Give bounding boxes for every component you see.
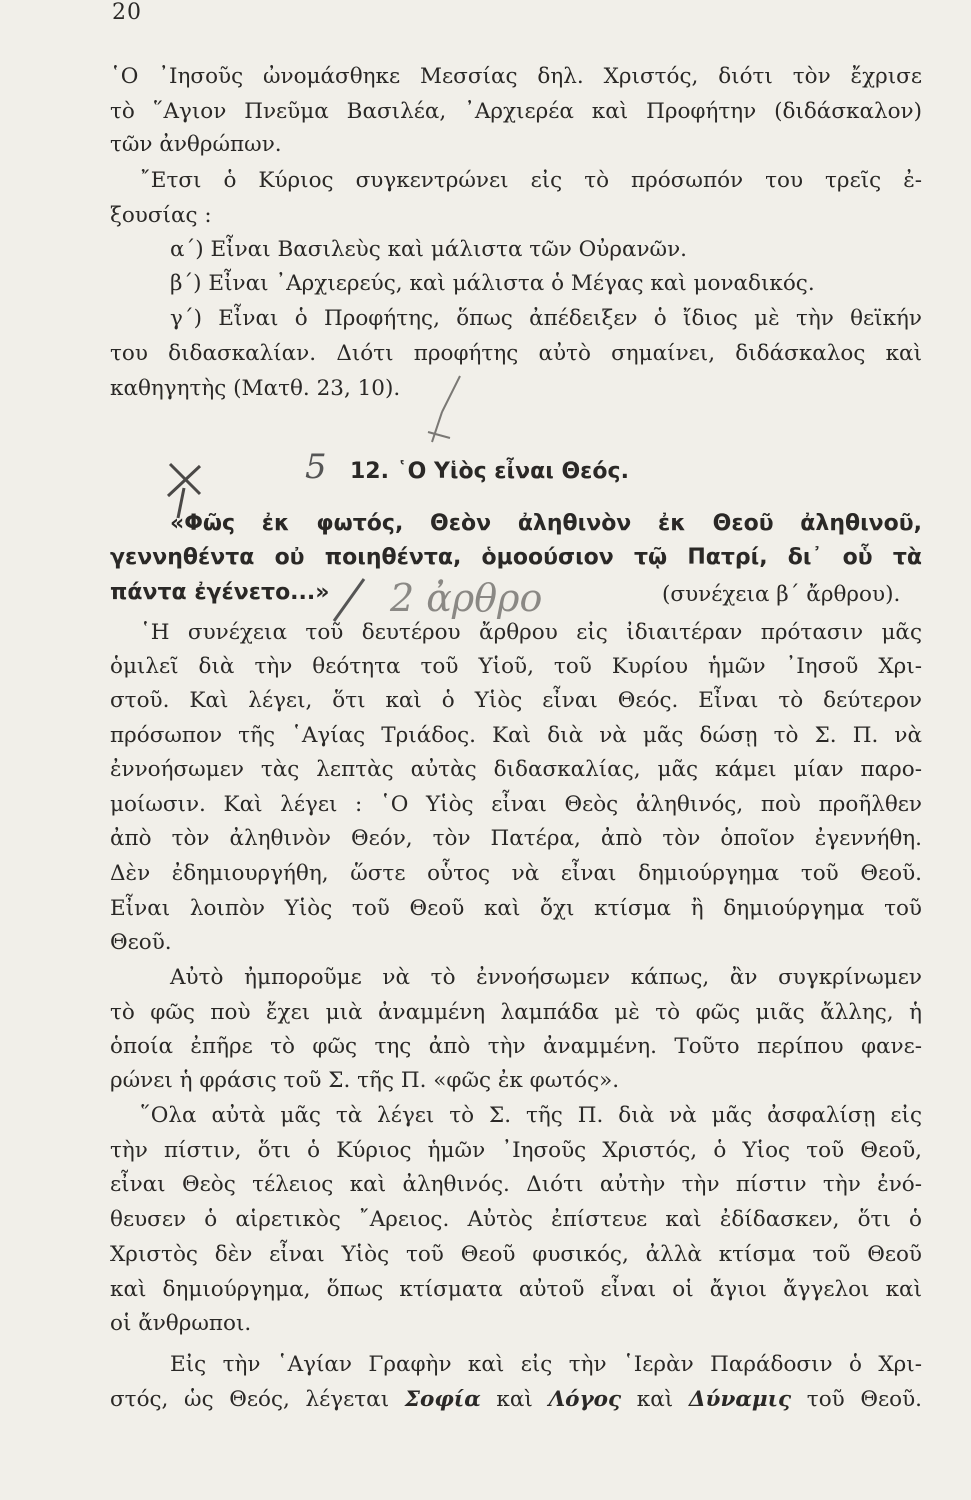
- margin-number: 5: [305, 447, 327, 487]
- text-line: τὸ φῶς ποὺ ἔχει μιὰ ἀναμμένη λαμπάδα μὲ τὸ φῶς μιᾶς ἄλλης, ἡ: [110, 1000, 922, 1025]
- list-item: γ΄) Εἶναι ὁ Προφήτης, ὅπως ἀπέδειξεν ὁ ἴδιος μὲ τὴν θεϊκήν: [170, 306, 922, 331]
- creed-line: γεννηθέντα οὐ ποιηθέντα, ὁμοούσιον τῷ Πατρί, δι᾿ οὗ τὰ: [110, 545, 922, 570]
- emphasis-word: Σοφία: [404, 1387, 481, 1412]
- text-line: θευσεν ὁ αἱρετικὸς ῎Αρειος. Αὐτὸς ἐπίστευε καὶ ἐδίδασκεν, ὅτι ὁ: [110, 1207, 922, 1232]
- text-line: οἱ ἄνθρωποι.: [110, 1311, 252, 1336]
- text-line: καθηγητὴς (Ματθ. 23, 10).: [110, 376, 401, 401]
- list-item: α΄) Εἶναι Βασιλεὺς καὶ μάλιστα τῶν Οὐρανῶν.: [170, 237, 687, 262]
- text-line: Αὐτὸ ἠμποροῦμε νὰ τὸ ἐννοήσωμεν κάπως, ἂν συγκρίνωμεν: [170, 965, 922, 990]
- text-line: Δὲν ἐδημιουργήθη, ὥστε οὗτος νὰ εἶναι δημιούργημα τοῦ Θεοῦ.: [110, 861, 922, 886]
- text-line: ὁποία ἐπῆρε τὸ φῶς της ἀπὸ τὴν ἀναμμένη. Τοῦτο περίπου φανε-: [110, 1034, 922, 1059]
- text-fragment: καὶ: [621, 1387, 689, 1412]
- text-line: ὁμιλεῖ διὰ τὴν θεότητα τοῦ Υἱοῦ, τοῦ Κυρίου ἡμῶν ᾿Ιησοῦ Χρι-: [110, 654, 922, 679]
- section-heading: 12. ῾Ο Υἱὸς εἶναι Θεός.: [350, 459, 629, 484]
- text-line: Θεοῦ.: [110, 930, 172, 955]
- text-line: ῾Ο ᾿Ιησοῦς ὠνομάσθηκε Μεσσίας δηλ. Χριστός, διότι τὸν ἔχρισε: [110, 64, 922, 89]
- check-mark-icon: [420, 372, 470, 444]
- text-line: ῞Ολα αὐτὰ μᾶς τὰ λέγει τὸ Σ. τῆς Π. διὰ νὰ μᾶς ἀσφαλίσῃ εἰς: [140, 1103, 922, 1128]
- text-line: Εἶναι λοιπὸν Υἱὸς τοῦ Θεοῦ καὶ ὄχι κτίσμα ἢ δημιούργημα τοῦ: [110, 896, 922, 921]
- text-fragment: στός, ὡς Θεός, λέγεται: [110, 1387, 405, 1412]
- handwritten-note: 2 ἀρθρο: [390, 576, 543, 620]
- text-line: του διδασκαλίαν. Διότι προφήτης αὐτὸ σημαίνει, διδάσκαλος καὶ: [110, 341, 922, 366]
- text-line: [110, 1389, 922, 1411]
- list-item: β΄) Εἶναι ᾿Αρχιερεύς, καὶ μάλιστα ὁ Μέγας καὶ μοναδικός.: [170, 271, 815, 296]
- text-line: Εἰς τὴν ῾Αγίαν Γραφὴν καὶ εἰς τὴν ῾Ιερὰν Παράδοσιν ὁ Χρι-: [170, 1352, 922, 1377]
- text-line: καὶ δημιούργημα, ὅπως κτίσματα αὐτοῦ εἶναι οἱ ἄγιοι ἄγγελοι καὶ: [110, 1277, 922, 1302]
- text-line: ῎Ετσι ὁ Κύριος συγκεντρώνει εἰς τὸ πρόσωπόν του τρεῖς ἐ-: [140, 168, 922, 193]
- page-number: 20: [112, 0, 142, 25]
- emphasis-word: Δύναμις: [688, 1387, 792, 1412]
- text-line: στοῦ. Καὶ λέγει, ὅτι καὶ ὁ Υἱὸς εἶναι Θεός. Εἶναι τὸ δεύτερον: [110, 688, 922, 713]
- creed-line: πάντα ἐγένετο...»: [110, 580, 330, 605]
- text-line: Χριστὸς δὲν εἶναι Υἱὸς τοῦ Θεοῦ φυσικός, ἀλλὰ κτίσμα τοῦ Θεοῦ: [110, 1242, 922, 1267]
- emphasis-word: Λόγος: [548, 1387, 622, 1412]
- cross-mark-icon: [160, 458, 210, 522]
- text-fragment: τοῦ Θεοῦ.: [791, 1387, 922, 1412]
- text-fragment: καὶ: [480, 1387, 549, 1412]
- creed-reference: (συνέχεια β΄ ἄρθρου).: [662, 582, 901, 607]
- text-line: τῶν ἀνθρώπων.: [110, 132, 282, 157]
- text-line: τὴν πίστιν, ὅτι ὁ Κύριος ἡμῶν ᾿Ιησοῦς Χριστός, ὁ Υἱος τοῦ Θεοῦ,: [110, 1138, 922, 1163]
- text-line: ῾Η συνέχεια τοῦ δευτέρου ἄρθρου εἰς ἰδιαιτέραν πρότασιν μᾶς: [140, 620, 922, 645]
- pen-stroke-icon: [330, 575, 370, 625]
- text-line: εἶναι Θεὸς τέλειος καὶ ἀληθινός. Διότι αὐτὴν τὴν πίστιν τὴν ἐνό-: [110, 1172, 922, 1197]
- text-line: ρώνει ἡ φράσις τοῦ Σ. τῆς Π. «φῶς ἐκ φωτός».: [110, 1068, 620, 1093]
- text-line: μοίωσιν. Καὶ λέγει : ῾Ο Υἱὸς εἶναι Θεὸς ἀληθινός, ποὺ προῆλθεν: [110, 792, 922, 817]
- text-line: ἀπὸ τὸν ἀληθινὸν Θεόν, τὸν Πατέρα, ἀπὸ τὸν ὁποῖον ἐγεννήθη.: [110, 826, 922, 851]
- text-line: ξουσίας :: [110, 203, 212, 228]
- text-line: ἐννοήσωμεν τὰς λεπτὰς αὐτὰς διδασκαλίας, μᾶς κάμει μίαν παρο-: [110, 757, 922, 782]
- creed-line: «Φῶς ἐκ φωτός, Θεὸν ἀληθινὸν ἐκ Θεοῦ ἀληθινοῦ,: [170, 511, 922, 536]
- text-line: πρόσωπον τῆς ῾Αγίας Τριάδος. Καὶ διὰ νὰ μᾶς δώσῃ τὸ Σ. Π. νὰ: [110, 723, 922, 748]
- text-line: τὸ ῞Αγιον Πνεῦμα Βασιλέα, ᾿Αρχιερέα καὶ Προφήτην (διδάσκαλον): [110, 99, 922, 124]
